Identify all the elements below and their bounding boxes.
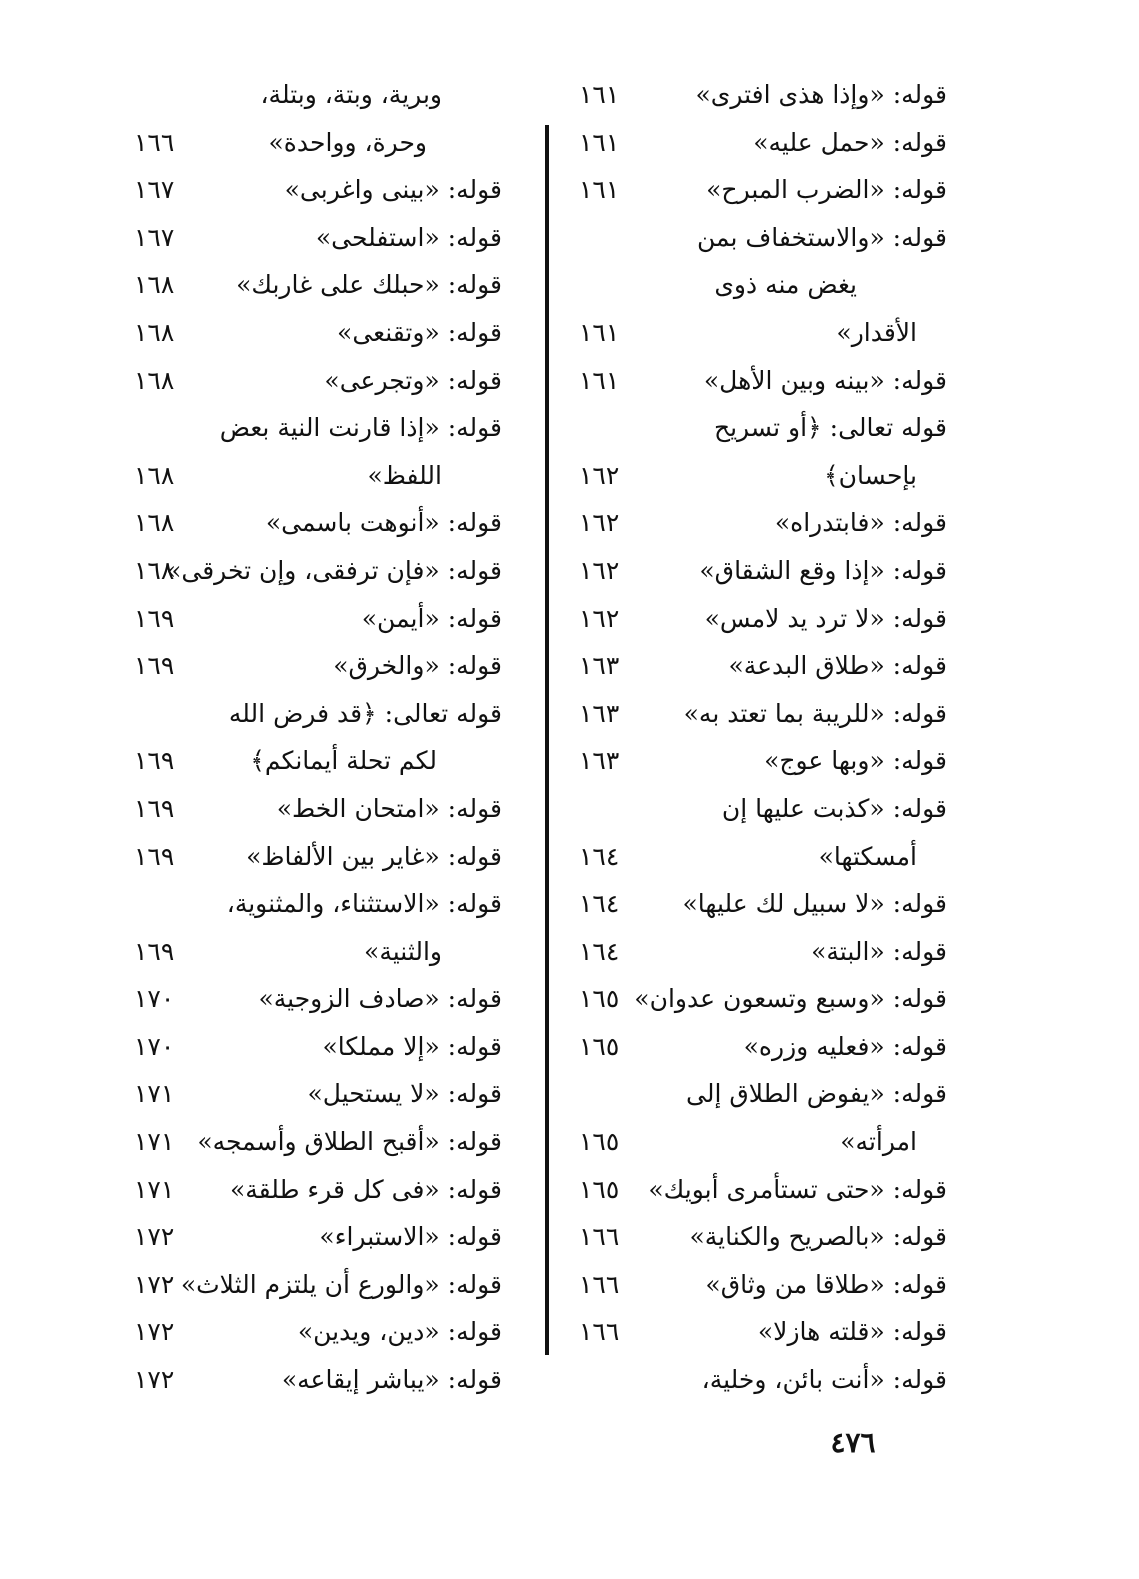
entry-text: قوله: «أيمن» [361, 603, 502, 633]
index-entry [575, 1071, 947, 1119]
index-entry [130, 262, 502, 310]
entry-page-number: ١٦١ [579, 175, 620, 205]
entry-page-number: ١٦٩ [134, 651, 175, 681]
entry-page-number: ١٦٨ [134, 460, 175, 490]
entry-text: يغض منه ذوى [714, 270, 857, 300]
entry-page-number: ١٦٤ [579, 841, 620, 871]
entry-page-number: ١٦١ [579, 317, 620, 347]
column-divider [545, 125, 549, 1355]
entry-text: قوله: «وإذا هذى افترى» [695, 80, 947, 109]
entry-text: قوله: «حتى تستأمرى أبويك» [648, 1174, 947, 1204]
index-entry [130, 643, 502, 691]
entry-text: قوله: «إلا مملكا» [322, 1031, 502, 1061]
index-entry [575, 500, 947, 548]
entry-page-number: ١٦٢ [579, 508, 620, 538]
index-entry [575, 1357, 947, 1405]
index-entry [575, 72, 947, 120]
index-entry [575, 1024, 947, 1072]
entry-text: قوله: «فعليه وزره» [743, 1031, 947, 1061]
entry-page-number: ١٦٩ [134, 936, 175, 966]
entry-text: اللفظ» [367, 460, 442, 490]
entry-text: قوله: «إذا قارنت النية بعض [219, 413, 502, 443]
entry-text: قوله: «فابتدراه» [774, 508, 947, 538]
entry-page-number: ١٧٢ [134, 1222, 175, 1252]
entry-page-number: ١٦٨ [134, 317, 175, 347]
entry-page-number: ١٧٢ [134, 1269, 175, 1299]
entry-page-number: ١٦٩ [134, 793, 175, 823]
entry-page-number: ١٦٥ [579, 1127, 620, 1157]
index-entry [575, 1214, 947, 1262]
entry-page-number: ١٦٩ [134, 841, 175, 871]
entry-page-number: ١٦٤ [579, 936, 620, 966]
entry-text: قوله: «يباشر إيقاعه» [281, 1365, 502, 1395]
index-entry [575, 691, 947, 739]
entry-text: قوله: «وسبع وتسعون عدوان» [634, 984, 947, 1014]
entry-text: قوله: «وبها عوج» [764, 746, 947, 776]
entry-page-number: ١٧١ [134, 1174, 175, 1204]
entry-text: قوله: «يفوض الطلاق إلى [686, 1079, 947, 1109]
entry-text: قوله: «استفلحى» [315, 222, 502, 252]
entry-text: قوله: «دين، ويدين» [297, 1317, 502, 1347]
entry-page-number: ١٦٣ [579, 651, 620, 681]
index-entry [130, 1167, 502, 1215]
index-entry [130, 834, 502, 882]
index-entry [130, 929, 502, 977]
entry-text: قوله: «بينى واغربى» [284, 175, 502, 205]
index-entry [575, 120, 947, 168]
entry-page-number: ١٧١ [134, 1127, 175, 1157]
index-column-right [575, 72, 947, 1405]
index-entry [130, 358, 502, 406]
entry-text: قوله: «غاير بين الألفاظ» [246, 841, 502, 871]
entry-page-number: ١٦٥ [579, 1031, 620, 1061]
entry-text: قوله: «امتحان الخط» [276, 793, 502, 823]
index-entry [130, 881, 502, 929]
page-number: ٤٧٦ [830, 1426, 876, 1459]
entry-page-number: ١٦٢ [579, 460, 620, 490]
entry-text: الأقدار» [836, 317, 917, 347]
entry-text: قوله: «بينه وبين الأهل» [703, 365, 947, 395]
entry-page-number: ١٦١ [579, 365, 620, 395]
entry-text: قوله: «طلاق البدعة» [728, 651, 947, 681]
index-entry [130, 72, 502, 120]
entry-page-number: ١٦٨ [134, 508, 175, 538]
entry-page-number: ١٦٢ [579, 555, 620, 585]
index-entry [575, 596, 947, 644]
entry-text: أمسكتها» [818, 841, 917, 871]
entry-text: قوله: «وتقنعى» [337, 317, 502, 347]
entry-page-number: ١٦٦ [579, 1222, 620, 1252]
index-entry [130, 405, 502, 453]
entry-page-number: ١٦٦ [134, 127, 175, 157]
index-entry [575, 1167, 947, 1215]
index-entry [130, 1357, 502, 1405]
index-entry [575, 1309, 947, 1357]
index-entry [130, 1262, 502, 1310]
index-entry [130, 500, 502, 548]
index-entry [130, 453, 502, 501]
entry-text: قوله: «طلاقا من وثاق» [705, 1269, 947, 1299]
index-entry [575, 929, 947, 977]
entry-text: قوله: «وتجرعى» [324, 365, 502, 395]
entry-text: قوله: «حمل عليه» [753, 127, 947, 157]
index-entry [575, 643, 947, 691]
entry-text: قوله: «البتة» [811, 936, 947, 966]
index-entry [130, 1309, 502, 1357]
entry-page-number: ١٧٢ [134, 1365, 175, 1395]
index-entry [130, 786, 502, 834]
entry-page-number: ١٦٦ [579, 1269, 620, 1299]
index-entry [575, 453, 947, 501]
entry-text: لكم تحلة أيمانكم﴾ [250, 746, 437, 776]
entry-text: والثنية» [364, 936, 442, 966]
index-entry [575, 167, 947, 215]
index-entry [130, 1214, 502, 1262]
index-entry [575, 548, 947, 596]
index-entry [575, 405, 947, 453]
index-entry [130, 120, 502, 168]
entry-page-number: ١٦٥ [579, 1174, 620, 1204]
index-entry [575, 358, 947, 406]
index-entry [130, 167, 502, 215]
entry-text: قوله: «لا سبيل لك عليها» [682, 889, 947, 919]
entry-text: قوله: «قلته هازلا» [757, 1317, 947, 1347]
index-entry [130, 596, 502, 644]
entry-page-number: ١٦٦ [579, 1317, 620, 1347]
index-entry [130, 691, 502, 739]
entry-text: قوله: «إذا وقع الشقاق» [699, 555, 947, 585]
index-entry [575, 262, 947, 310]
entry-text: قوله: «للريبة بما تعتد به» [683, 698, 947, 728]
index-entry [575, 786, 947, 834]
index-entry [130, 215, 502, 263]
entry-page-number: ١٦١ [579, 127, 620, 157]
entry-text: قوله: «لا ترد يد لامس» [704, 603, 947, 633]
entry-text: وبرية، وبتة، وبتلة، [260, 80, 442, 109]
entry-page-number: ١٦٤ [579, 889, 620, 919]
entry-text: قوله تعالى: ﴿قد فرض الله [228, 698, 502, 728]
entry-page-number: ١٦٨ [134, 270, 175, 300]
entry-text: قوله: «والورع أن يلتزم الثلاث» [180, 1269, 502, 1299]
entry-page-number: ١٦٥ [579, 984, 620, 1014]
entry-page-number: ١٧١ [134, 1079, 175, 1109]
index-entry [575, 834, 947, 882]
entry-text: قوله: «فى كل قرء طلقة» [229, 1174, 502, 1204]
entry-page-number: ١٦٢ [579, 603, 620, 633]
entry-text: امرأته» [840, 1127, 917, 1157]
entry-text: قوله: «فإن ترفقى، وإن تخرقى» [166, 555, 502, 585]
entry-text: قوله: «والخرق» [333, 651, 502, 681]
entry-page-number: ١٦٧ [134, 175, 175, 205]
entry-text: قوله: «أنوهت باسمى» [265, 508, 502, 538]
entry-text: قوله: «لا يستحيل» [307, 1079, 502, 1109]
entry-text: قوله: «الضرب المبرح» [706, 175, 947, 205]
entry-text: قوله: «الاستثناء، والمثنوية، [226, 889, 502, 919]
entry-page-number: ١٦٩ [134, 746, 175, 776]
entry-text: بإحسان﴾ [824, 460, 917, 490]
index-entry [130, 976, 502, 1024]
entry-text: قوله تعالى: ﴿أو تسريح [713, 413, 947, 443]
entry-text: قوله: «والاستخفاف بمن [696, 222, 947, 252]
index-entry [130, 1024, 502, 1072]
index-entry [575, 1262, 947, 1310]
entry-page-number: ١٦٩ [134, 603, 175, 633]
entry-page-number: ١٧٠ [134, 1031, 175, 1061]
entry-text: قوله: «حبلك على غاربك» [236, 270, 502, 300]
index-entry [575, 215, 947, 263]
entry-text: قوله: «الاستبراء» [319, 1222, 502, 1252]
entry-text: قوله: «بالصريح والكناية» [689, 1222, 947, 1252]
entry-page-number: ١٦١ [579, 80, 620, 109]
entry-page-number: ١٧٢ [134, 1317, 175, 1347]
entry-text: قوله: «أنت بائن، وخلية، [701, 1365, 947, 1395]
entry-text: قوله: «صادف الزوجية» [258, 984, 502, 1014]
entry-page-number: ١٦٣ [579, 746, 620, 776]
index-entry [130, 1071, 502, 1119]
entry-page-number: ١٦٨ [134, 365, 175, 395]
index-entry [575, 310, 947, 358]
index-column-left [130, 72, 502, 1405]
index-entry [130, 310, 502, 358]
index-entry [575, 1119, 947, 1167]
entry-text: قوله: «أقبح الطلاق وأسمجه» [197, 1127, 502, 1157]
index-entry [130, 738, 502, 786]
entry-page-number: ١٦٨ [134, 555, 175, 585]
index-entry [575, 976, 947, 1024]
entry-text: قوله: «كذبت عليها إن [721, 793, 947, 823]
index-entry [130, 1119, 502, 1167]
index-entry [575, 881, 947, 929]
entry-page-number: ١٧٠ [134, 984, 175, 1014]
entry-page-number: ١٦٧ [134, 222, 175, 252]
entry-text: وحرة، وواحدة» [268, 127, 427, 157]
index-entry [575, 738, 947, 786]
index-entry [130, 548, 502, 596]
entry-page-number: ١٦٣ [579, 698, 620, 728]
